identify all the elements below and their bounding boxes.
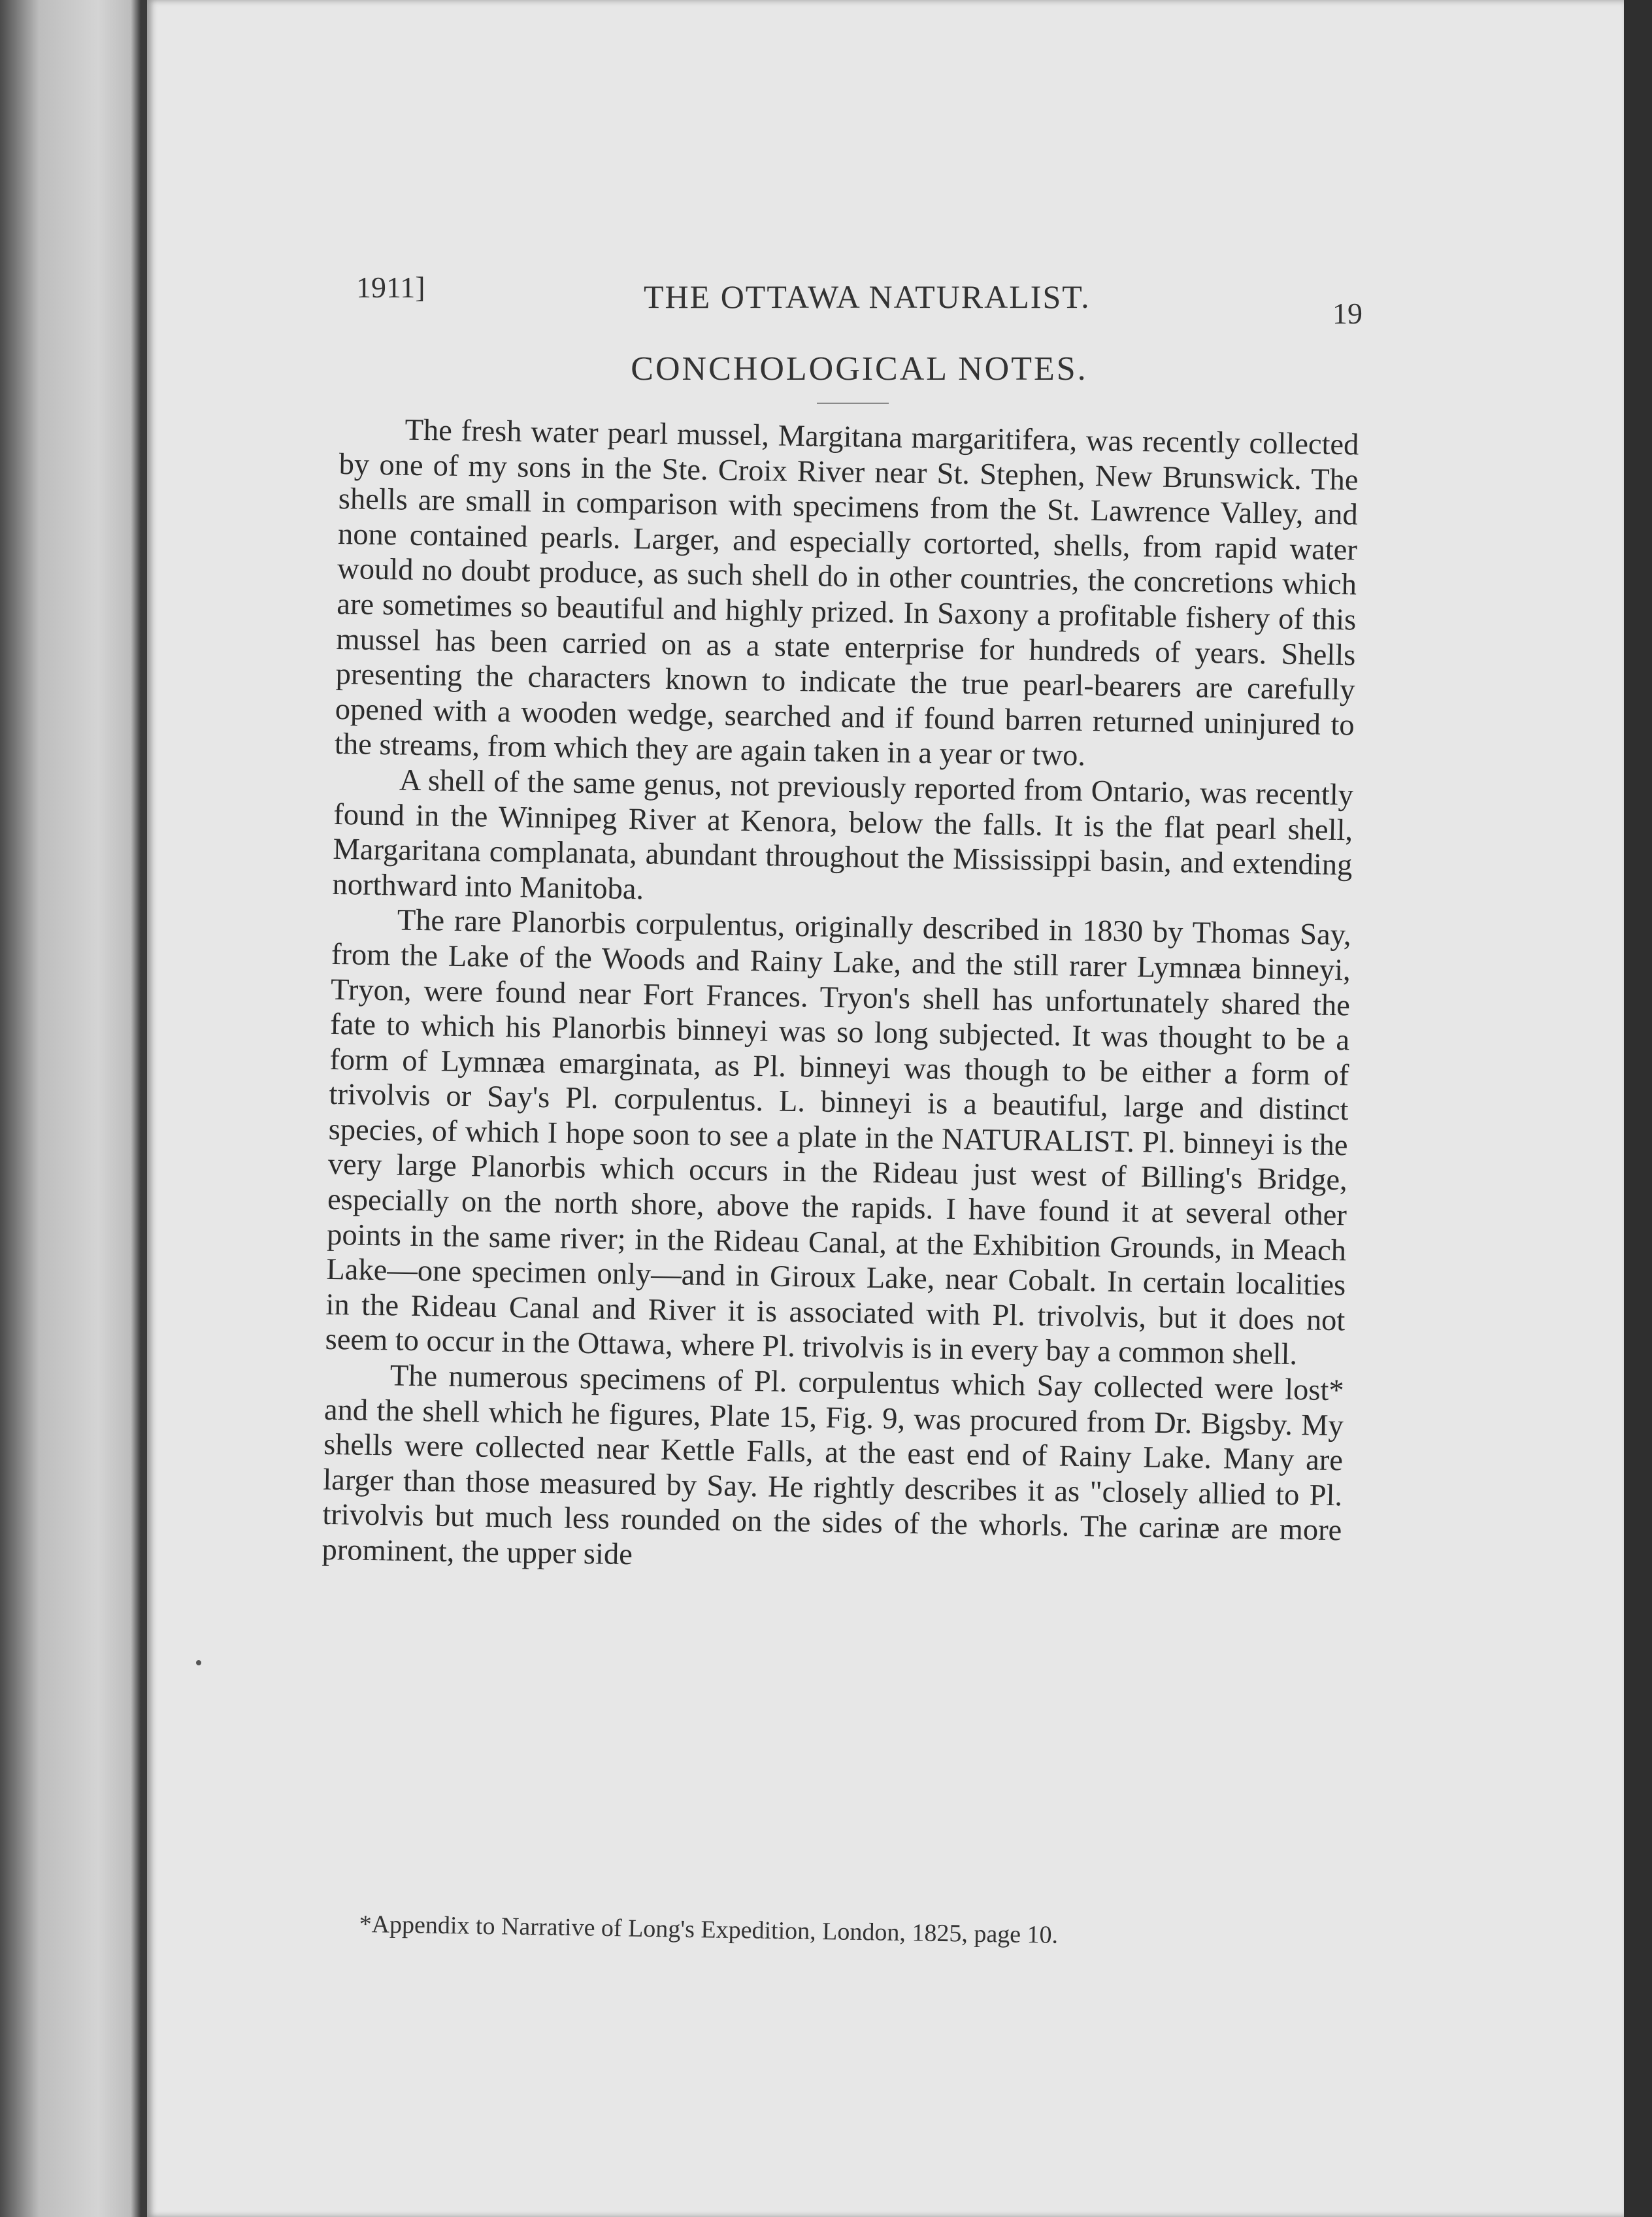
article-heading: CONCHOLOGICAL NOTES. [631, 350, 1088, 388]
article-body [322, 412, 1359, 1584]
running-head-year: 1911] [356, 271, 425, 304]
paragraph-pearl-mussel: The fresh water pearl mussel, Margitana margaritifera, was recently collected by one of my sons in the Ste. Croix River near St. Stephen, New Brunswick. The shells are small in comparison with specimens from the St. Lawrence Valley, and none contained pearls. Larger, and especially cortorted, shells, from rapid water would no doubt produce, as such shell do in other countries, the concretions which are sometimes so beautiful and highly prized. In Saxony a profitable fishery of this mussel has been carried on as a state enterprise for hundreds of years. Shells presenting the characters known to indicate the true pearl-bearers are carefully opened with a wooden wedge, searched and if found barren returned uninjured to the streams, from which they are again taken in a year or two. [334, 413, 1359, 773]
footnote: *Appendix to Narrative of Long's Expedition, London, 1825, page 10. [359, 1910, 1059, 1949]
paragraph-planorbis: The rare Planorbis corpulentus, originally described in 1830 by Thomas Say, from the Lake of the Woods and Rainy Lake, and the still rarer Lymnæa binneyi, Tryon, were found near Fort Frances. Tryon's shell has unfortunately shared the fate to which his Planorbis binneyi was so long subjected. It was thought to be a form of Lymnæa emarginata, as Pl. binneyi was though to be either a form of trivolvis or Say's Pl. corpulentus. L. binneyi is a beautiful, large and distinct species, of which I hope soon to see a plate in the NATURALIST. Pl. binneyi is the very large Planorbis which occurs in the Rideau just west of Billing's Bridge, especially on the north shore, above the rapids. I have found it at several other points in the same river; in the Rideau Canal, at the Exhibition Grounds, in Meach Lake—one specimen only—and in Giroux Lake, near Cobalt. In certain localities in the Rideau Canal and River it is associated with Pl. trivolvis, but it does not seem to occur in the Ottawa, where Pl. trivolvis is in every bay a common shell. [325, 903, 1352, 1372]
heading-rule [817, 403, 889, 404]
page-number: 19 [1332, 297, 1363, 330]
paragraph-corpulentus: The numerous specimens of Pl. corpulentus which Say collected were lost* and the shell which he figures, Plate 15, Fig. 9, was procured from Dr. Bigsby. My shells were collected near Kettle Falls, at the east end of Rainy Lake. Many are larger than those measured by Say. He rightly describes it as "closely allied to Pl. trivolvis but much less rounded on the sides of the whorls. The carinæ are more prominent, the upper side [322, 1359, 1345, 1572]
scan-speck [196, 1660, 201, 1665]
running-head [356, 265, 1363, 330]
scan-border [1624, 0, 1652, 2217]
paragraph-flat-pearl-shell: A shell of the same genus, not previously reported from Ontario, was recently found in the Winnipeg River at Kenora, below the falls. It is the flat pearl shell, Margaritana complanata, abundant throughout the Mississippi basin, and extending northward into Manitoba. [332, 763, 1354, 907]
binding-edge [0, 0, 140, 2217]
running-head-journal: THE OTTAWA NATURALIST. [644, 278, 1091, 315]
